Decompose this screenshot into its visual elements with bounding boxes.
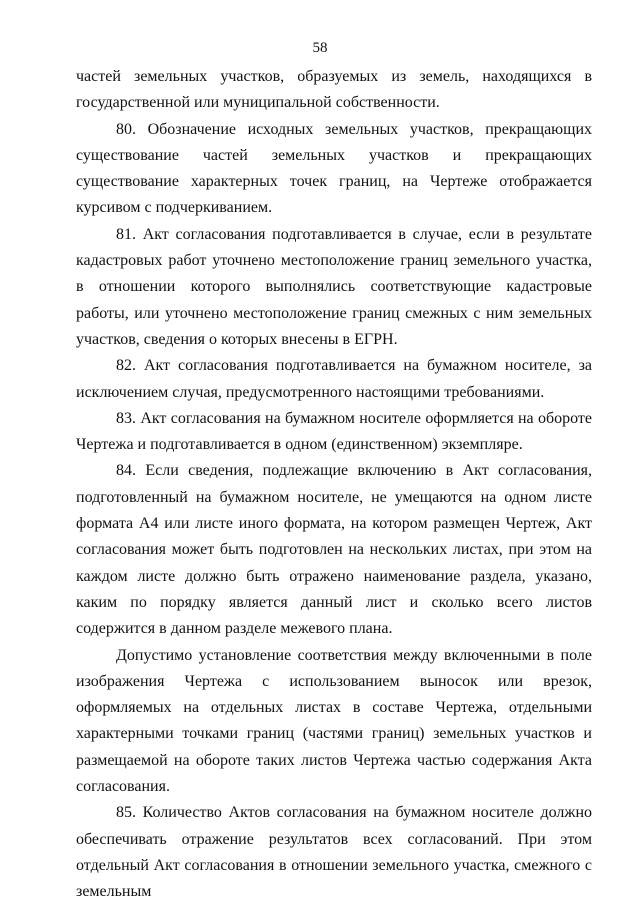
paragraph-84-note: Допустимо установление соответствия между включенными в поле изображения Чертежа с использованием выносок или врезок, оформляемых на отдельных листах в составе Чертежа, отдельными характерными точками границ (частями границ) земельных участков и размещаемой на обороте таких листов Чертежа частью содержания Акта согласования. [76, 646, 592, 796]
document-body [76, 64, 592, 906]
paragraph-85: 85. Количество Актов согласования на бумажном носителе должно обеспечивать отражение результатов всех согласований. При этом отдельный Акт согласования в отношении земельного участка, смежного с земельным [76, 804, 592, 901]
paragraph-82: 82. Акт согласования подготавливается на бумажном носителе, за исключением случая, предусмотренного настоящими требованиями. [76, 357, 592, 401]
paragraph-80: 80. Обозначение исходных земельных участков, прекращающих существование частей земельных участков и прекращающих существование характерных точек границ, на Чертеже отображается курсивом с подчеркиванием. [76, 120, 592, 217]
paragraph-81: 81. Акт согласования подготавливается в случае, если в результате кадастровых работ уточнено местоположение границ земельного участка, в отношении которого выполнялись соответствующие кадастровые работы, или уточнено местоположение границ смежных с ним земельных участков, сведения о которых внесены в ЕГРН. [76, 225, 592, 348]
paragraph-84: 84. Если сведения, подлежащие включению в Акт согласования, подготовленный на бумажном носителе, не умещаются на одном листе формата А4 или листе иного формата, на котором размещен Чертеж, Акт согласования может быть подготовлен на нескольких листах, при этом на каждом листе должно быть отражено наименование раздела, указано, каким по порядку является данный лист и сколько всего листов содержится в данном разделе межевого плана. [76, 462, 592, 638]
paragraph-continuation: частей земельных участков, образуемых из земель, находящихся в государственной или муниципальной собственности. [76, 68, 592, 112]
page-number: 58 [312, 40, 328, 56]
paragraph-83: 83. Акт согласования на бумажном носителе оформляется на обороте Чертежа и подготавливается в одном (единственном) экземпляре. [76, 409, 592, 454]
